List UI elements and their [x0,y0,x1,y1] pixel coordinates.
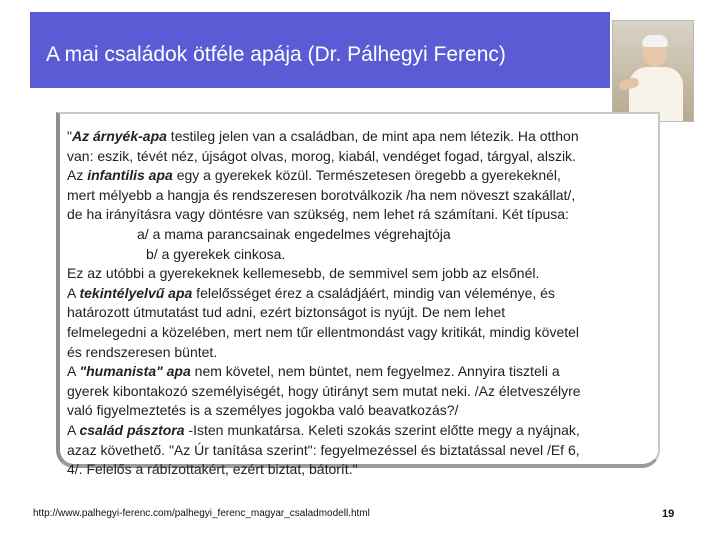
page-number: 19 [662,508,675,520]
term-csalad-pasztora: család pásztora [79,421,185,438]
text-line [67,421,657,441]
text-segment: nem követel, nem büntet, nem fegyelmez. Annyira tiszteli a [190,363,560,380]
term-humanista-apa: "humanista" apa [79,363,191,380]
text-line [67,127,657,147]
term-tekintelyelvu-apa: tekintélyelvű apa [79,284,193,301]
text-line: Ez az utóbbi a gyerekeknek kellemesebb, de semmivel sem jobb az elsőnél. [67,265,540,282]
body-text [67,127,657,480]
text-line: való figyelmeztetés is a személyes jogokba való beavatkozás?/ [67,402,459,419]
slide-title: A mai családok ötféle apája (Dr. Pálhegyi Ferenc) [46,43,506,66]
text-segment: egy a gyerekek közül. Természetesen öregebb a gyerekeknél, [172,167,561,184]
text-segment: Az [67,167,88,184]
text-line: mert mélyebb a hangja és rendszeresen borotválkozik /ha nem növeszt szakállat/, [67,186,576,203]
text-segment: testileg jelen van a családban, de mint apa nem létezik. Ha otthon [166,128,579,144]
text-line: és rendszeresen büntet. [67,343,218,360]
text-line: felmelegedni a közelében, mert nem tűr ellentmondást vagy kritikát, mindig követel [67,323,580,340]
text-line [67,166,657,186]
text-line: b/ a gyerekek cinkosa. [146,245,286,262]
text-segment: " [67,128,72,144]
text-line: azaz követhető. "Az Úr tanítása szerint": fegyelmezéssel és biztatással nevel /Ef 6, [67,441,580,458]
text-line: gyerek kibontakozó személyiségét, hogy útirányt sem mutat neki. /Az életveszélyre [67,382,581,399]
text-line: 4/. Felelős a rábízottakért, ezért biztat, bátorít." [67,461,358,478]
photo-hair [642,35,668,47]
term-arnyek-apa: Az árnyék-apa [71,128,167,144]
text-segment: -Isten munkatársa. Keleti szokás szerint előtte megy a nyájnak, [184,421,580,438]
term-infantilis-apa: infantilis apa [87,167,173,184]
footer-url[interactable]: http://www.palhegyi-ferenc.com/palhegyi_ferenc_magyar_csaladmodell.html [33,508,370,519]
text-line [67,284,657,304]
text-line: a/ a mama parancsainak engedelmes végrehajtója [137,225,451,242]
speaker-photo [612,20,694,122]
text-segment: A [67,421,80,438]
text-line: de ha irányításra vagy döntésre van szükség, nem lehet rá számítani. Két típusa: [67,206,569,223]
text-line: van: eszik, tévét néz, újságot olvas, morog, kiabál, vendéget fogad, tárgyal, alszik. [67,147,576,164]
text-line: határozott útmutatást tud adni, ezért biztonságot is nyújt. De nem lehet [67,304,506,321]
text-segment: A [67,284,80,301]
text-segment: A [67,363,80,380]
text-line [67,362,657,382]
text-segment: felelősséget érez a családjáért, mindig van véleménye, és [192,284,555,301]
